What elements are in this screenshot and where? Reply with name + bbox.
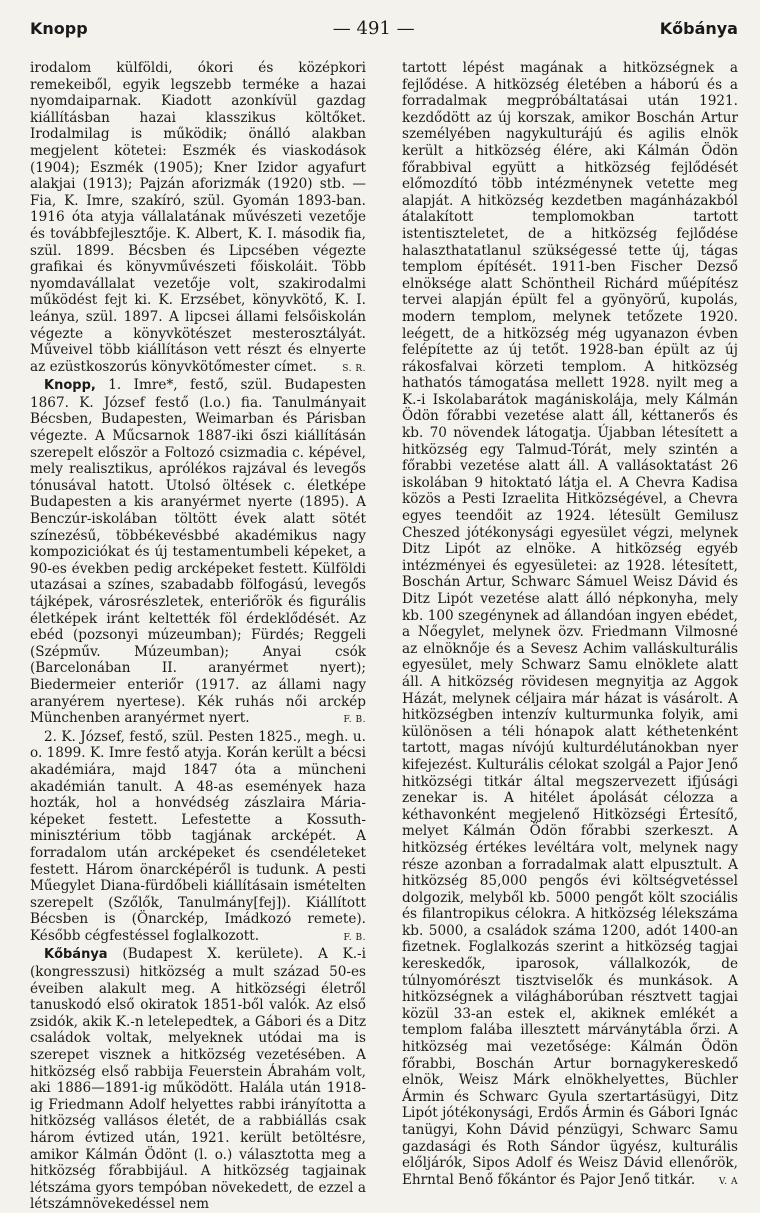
page-number: — 491 — <box>332 18 415 39</box>
entry-headword: Kőbánya <box>44 947 108 963</box>
paragraph-text: 2. K. József, festő, szül. Pesten 1825., megh. u. o. 1899. K. Imre festő atyja. Korán került a bécsi akadémiára, majd 1847 óta a müncheni akadémián tanult. A 48-as események haza hozták, hol a honvédség zászlaira Mária-képeket festett. Lefestette a Kossuth-minisztérium több tagjának arcképét. A forradalom után arcképeket és csendéleteket festett. Három önarcképéről is tudunk. A pesti Műegylet Diana-fürdőbeli kiállításain ismételten szerepelt (Szőlők, Tanulmány[fej]). Kiállított Bécsben is (Önarckép, Imádkozó remete). Később cégfestéssel foglalkozott. <box>30 728 366 944</box>
entry <box>30 946 366 1213</box>
entry-text: (Budapest X. kerülete). A K.-i (kongresszusi) hitközség a mult század 50-es éveiben alakult meg. A hitközségi életről tanuskodó első okiratok 1851-ből valók. Az első zsidók, akik K.-n letelepedtek, a Gábori és a Ditz családok voltak, melyeknek utódai ma is szerepet visznek a hitközség vezetésében. A hitközség első rabbija Feuerstein Ábrahám volt, aki 1886—1891-ig működött. Halála után 1918-ig Friedmann Adolf helyettes rabbi irányította a hitközség vallásos életét, de a rabbiállás csak három évtized után, 1921. került betöltésre, amikor Kálmán Ödönt (l. o.) választotta meg a hitközség főrabbijául. A hitközség tagjainak létszáma gyors tempóban növekedett, de ezzel a létszámnövekedéssel nem <box>30 946 366 1213</box>
author-signature: F. B. <box>343 715 366 726</box>
author-signature: F. B. <box>343 932 366 943</box>
paragraph <box>30 60 366 375</box>
entry-text: 1. Imre*, festő, szül. Budapesten 1867. K. József festő (l.o.) fia. Tanulmányait Bécsben, Budapesten, Weimarban és Párisban végezte. A Műcsarnok 1887-iki őszi kiállításán szerepelt először a Foltozó csizmadia c. képével, mely realisztikus, aprólékos rajzával és levegős tónusával hatott. Utolsó öltések c. életképe Budapesten a kis aranyérmet nyerte (1895). A Benczúr-iskolában töltött évek alatt sötét színezésű, többékevésbbé akadémikus nagy kompoziciókat és új testamentumbeli képeket, a 90-es években pedig arcképeket festett. Külföldi utazásai a színes, szabadabb fölfogású, levegős tájképek, városrészletek, enteriőrök és figurális életképek iránt keltették föl érdeklődését. Az ebéd (pozsonyi múzeumban); Fürdés; Reggeli (Szépműv. Múzeumban); Anyai csók (Barcelonában II. aranyérmet nyert); Biedermeier enteriőr (1917. az állami nagy aranyérem nyertese). Kék ruhás női arckép Münchenben aranyérmet nyert. <box>30 377 366 727</box>
paragraph-text: irodalom külföldi, ókori és középkori remekeiből, egyik legszebb terméke a hazai nyomdaiparnak. Kiadott azonkívül gazdag kiállításban hazai klasszikus költőket. Irodalmilag is működik; önálló alakban megjelent kötetei: Eszmék és viaskodások (1904); Eszmék (1905); Kner Izidor agyafurt alakjai (1913); Pajzán aforizmák (1920) stb. — Fia, K. Imre, szakíró, szül. Gyomán 1893-ban. 1916 óta atyja vállalatának művészeti vezetője és továbbfejlesztője. K. Albert, K. I. második fia, szül. 1899. Bécsben és Lipcsében végezte grafikai és könyvművészeti főiskoláit. Több nyomdavállalat vezetője volt, szakirodalmi működést fejt ki. K. Erzsébet, könyvkötő, K. I. leánya, szül. 1897. A lipcsei állami felsőiskolán végezte a könyvkötészet mesterosztályát. Műveivel több kiállításon vett részt és elnyerte az ezüstkoszorús könyvkötőmester címet. <box>30 60 366 375</box>
paragraph <box>30 729 366 945</box>
entry-headword: Knopp, <box>44 378 96 394</box>
running-header <box>30 18 738 48</box>
entry <box>30 377 366 726</box>
author-signature: V. A <box>718 1176 738 1187</box>
paragraph <box>402 60 738 1188</box>
paragraph-text: tartott lépést magának a hitközségnek a fejlődése. A hitközség életében a háború és a forradalmak megpróbáltatásai után 1921. kezdődött az új korszak, amikor Boschán Artur személyében nagykulturájú és agilis elnök került a hitközség élére, aki Kálmán Ödön főrabbival együtt a hitközség fejlődését előmozdító több intézménynek vetette meg alapját. A hitközség kezdetben magánházakból átalakított templomokban tartott istentiszteletet, de a hitközség fejlődése halaszthatatlanul szükségessé tette új, tágas templom építését. 1911-ben Fischer Dezső elnöksége alatt Schöntheil Richárd műépítész tervei alapján épült fel a gyönyörű, kupolás, modern templom, melynek tetőzete 1920. leégett, de a hitközség még ugyanazon évben felépítette az új tetőt. 1928-ban épült az új rákosfalvai körzeti templom. A hitközség hathatós támogatása mellett 1928. nyilt meg a K.-i Iskolabarátok magániskolája, mely Kálmán Ödön főrabbi vezetése alatt áll, kéttanerős és kb. 70 növendek látogatja. Újabban létesített a hitközség egy Talmud-Tórát, mely szintén a főrabbi vezetése alatt áll. A vallásoktatást 26 iskolában 9 hitoktató látja el. A Chevra Kadisa közös a Pesti Izraelita Hitközségével, a Chevra egyes teendőit az 1924. létesült Gemilusz Cheszed jótékonysági egyesület végzi, melynek Ditz Lipót az elnöke. A hitközség egyéb intézményei és egyesületei: az 1928. létesített, Boschán Artur, Schwarc Sámuel Weisz Dávid és Ditz Lipót vezetése alatt álló népkonyha, mely kb. 100 szegénynek ad állandóan ingyen ebédet, a Nőegylet, melynek özv. Friedmann Vilmosné az elnöknője és a Sevesz Achim valláskulturális egyesület, mely Schwarz Samu elnöklete alatt áll. A hitközség rövidesen megnyitja az Aggok Házát, melynek céljaira már házat is vásárolt. A hitközségben intenzív kulturmunka folyik, ami különösen a téli hónapok alatt kéthetenként tartott, magas nívójú kulturdélutánokban nyer kifejezést. Kulturális célokat szolgál a Pajor Jenő hitközségi titkár által megszervezett ifjúsági zenekar is. A hitélet ápolását célozza a kéthavonként megjelenő Hitközségi Értesítő, melyet Kálmán Ödön főrabbi szerkeszt. A hitközség értékes levéltára volt, melynek nagy része azonban a forradalmak alatt elpusztult. A hitközség 85,000 pengős évi költségvetéssel dolgozik, melyből kb. 5000 pengőt költ szociális és filantropikus célokra. A hitközség lélekszáma kb. 5000, a családok száma 1200, adót 1400-an fizetnek. Foglalkozás szerint a hitközség tagjai kereskedők, iparosok, vállalkozók, de túlnyomórészt tisztviselők és munkások. A hitközségnek a világháborúban résztvett tagjai közül 33-an estek el, akiknek emlékét a templom falába illesztett márványtábla őrzi. A hitközség mai vezetősége: Kálmán Ödön főrabbi, Boschán Artur bornagykereskedő elnök, Weisz Márk elnökhelyettes, Büchler Ármin és Schwarc Gyula szertartásügyi, Ditz Lipót jótékonysági, Erdős Ármin és Gábori Ignác tanügyi, Kohn Dávid pénzügyi, Schwarc Samu gazdasági és Roth Sándor ügyész, kulturális előljárók, Sipos Adolf és Weisz Dávid ellenőrök, Ehrntal Benő főkántor és Pajor Jenő titkár. <box>402 60 738 1188</box>
left-column <box>30 60 366 1213</box>
header-right: Kőbánya <box>659 19 738 38</box>
header-left: Knopp <box>30 19 88 38</box>
right-column <box>402 60 738 1213</box>
columns <box>30 60 738 1213</box>
author-signature: S. R. <box>342 363 366 374</box>
